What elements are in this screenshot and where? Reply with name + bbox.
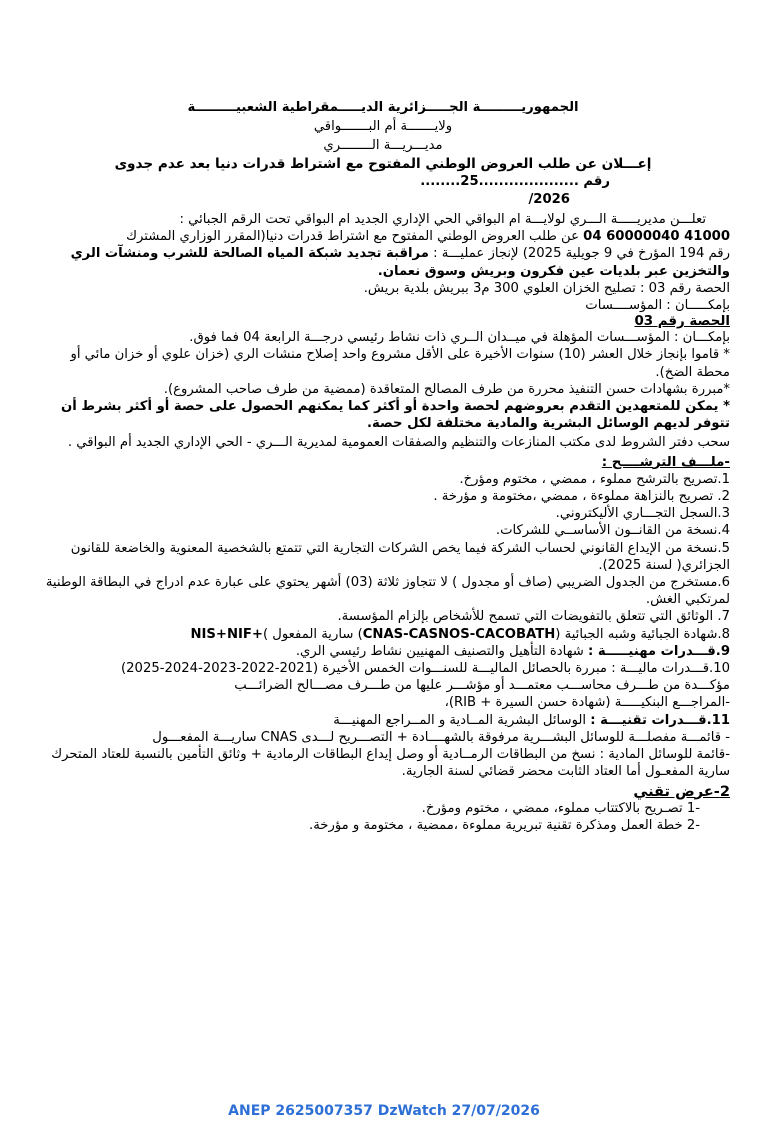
notice-title: إعـــلان عن طلب العروض الوطني المفتوح مع اشتراط قدرات دنيا بعد عدم جدوى bbox=[114, 156, 652, 172]
dossier-item-11d: -قائمة للوسائل المادية : نسخ من البطاقات الرمــادية أو وصل إيداع البطاقات الرمادية + وثائق التأمين بالنسبة للعتاد المتحرك سارية المفعـول أما العتاد الثابت محضر قضائي لسنة الجارية. bbox=[51, 747, 730, 780]
republic-name: الجمهوريـــــــــة الجـــــزائرية الديـــــمقراطية الشعبيـــــــــة bbox=[187, 100, 579, 115]
technical-heading: 2-عرض تقني bbox=[633, 782, 730, 800]
intro-text-1: تعلـــن مديريـــــة الـــري لولايـــة ام البواقي الحي الإداري الجديد ام البواقي تحت الرقم الجبائي : bbox=[179, 212, 706, 227]
intro-text-2 bbox=[36, 228, 730, 245]
eligibility-4: * يمكن للمتعهدين التقدم بعروضهم لحصة واحدة أو أكثر كما يمكنهم الحصول على حصة أو أكثر بشرط أن تتوفر لديهم الوسائل البشرية والمادية مختلفة لكل حصة. bbox=[60, 399, 730, 432]
document-header bbox=[36, 98, 730, 155]
dossier-item: 1.تصريح بالترشح مملوء ، ممضي ، مختوم ومؤرخ. bbox=[459, 471, 730, 487]
intro-text-3a: رقم 194 المؤرخ في 9 جويلية 2025) لإنجاز عمليـــة : bbox=[433, 246, 730, 262]
technical-item: -2 خطة العمل ومذكرة تقنية تبريرية مملوءة ،ممضية ، مختومة و مؤرخة. bbox=[309, 817, 700, 833]
dossier-item-10c: -المراجـــع البنكيـــــة (شهادة حسن السيرة + RIB)، bbox=[444, 695, 730, 711]
intro-text-3 bbox=[36, 245, 730, 262]
footer-reference: ANEP 2625007357 DzWatch 27/07/2026 bbox=[228, 1103, 540, 1119]
dossier-item-9 bbox=[36, 643, 730, 660]
directorate-name: مديـــريـــة الــــــــري bbox=[323, 138, 443, 153]
eligibility-2: * قاموا بإنجاز خلال العشر (10) سنوات الأخيرة على الأقل مشروع واحد إصلاح منشات الري (خزان علوي أو خزان مائي أو محطة الضخ). bbox=[70, 347, 730, 380]
intro-text-4: والتخزين عبر بلديات عين فكرون وبريش وسوق نعمان. bbox=[377, 263, 730, 279]
eligible-label: بإمكـــــان : المؤســــسات bbox=[585, 298, 730, 314]
dossier-item-10: 10.قـــدرات ماليـــة : مبررة بالحصائل الماليـــة للسنـــوات الخمس الأخيرة (2021-2022-2023-2024-2025) bbox=[121, 661, 730, 677]
eligibility-3: *مبررة بشهادات حسن التنفيذ محررة من طرف المصالح المتعاقدة (ممضية من طرف صاحب المشروع). bbox=[163, 381, 730, 397]
item8-part-a: 8.شهادة الجبائية وشبه الجبائية ( bbox=[555, 626, 730, 642]
dossier-heading: -ملـــف الترشــــح : bbox=[601, 454, 730, 470]
dossier-item: 3.السجل التجـــاري الأليكتروني. bbox=[555, 506, 730, 522]
item8-agencies: CNAS-CASNOS-CACOBATH bbox=[362, 626, 556, 642]
dossier-item: 2. تصريح بالنزاهة مملوءة ، ممضي ،مختومة و مؤرخة . bbox=[433, 489, 730, 505]
lot-description: الحصة رقم 03 : تصليح الخزان العلوي 300 م3 ببريش بلدية بريش. bbox=[363, 280, 730, 296]
technical-item: -1 تصـريح بالاكتتاب مملوء، ممضي ، مختوم ومؤرخ. bbox=[421, 800, 700, 816]
dossier-item-8 bbox=[36, 626, 730, 643]
item8-ids: NIS+NIF+ bbox=[190, 626, 263, 642]
withdraw-spec: سحب دفتر الشروط لدى مكتب المنازعات والتنظيم والصفقات العمومية لمديرية الـــري - الحي الإداري الجديد أم البواقي . bbox=[67, 435, 730, 451]
dossier-item: 4.نسخة من القانــون الأساســي للشركات. bbox=[495, 523, 730, 539]
item8-part-c: ) سارية المفعول ) bbox=[262, 626, 363, 642]
notice-year: 2026/ bbox=[528, 192, 570, 207]
item9-text: شهادة التأهيل والتصنيف المهنيين نشاط رئيسي الري. bbox=[295, 643, 584, 659]
dossier-item: 6.مستخرج من الجدول الضريبي (صاف أو مجدول ) لا تتجاوز ثلاثة (03) أشهر يحتوي على عبارة عدم ادراج في البطاقة الوطنية لمرتكبي الغش. bbox=[45, 575, 730, 608]
announcement-document bbox=[36, 98, 730, 834]
lot-heading: الحصة رقم 03 bbox=[634, 314, 730, 330]
item11-text: الوسائل البشرية المــادية و المــراجع المهنيـــة bbox=[333, 712, 587, 728]
intro-text-2-rest: عن طلب العروض الوطني المفتوح مع اشتراط قدرات دنيا(المقرر الوزاري المشترك bbox=[126, 229, 579, 245]
item11-label: 11.قـــدرات تقنيـــة : bbox=[590, 712, 730, 728]
dossier-item: 5.نسخة من الإيداع القانوني لحساب الشركة فيما يخص الشركات التجارية التي تتمتع بالشخصية المعنوية والخاضعة للقانون الجزائري( لسنة 2025). bbox=[70, 540, 730, 573]
wilaya-name: ولايـــــــة أم البـــــــواقي bbox=[313, 119, 453, 134]
dossier-item-11c: - قائمـــة مفصلـــة للوسائل البشـــرية مرفوقة بالشهــــادة + التصـــريح لـــدى CNAS ساريـــة المفعـــول bbox=[152, 729, 730, 745]
dossier-item-10b: مؤكـــدة من طـــرف محاســـب معتمـــد أو مؤشـــر عليها من طـــرف مصـــالح الضرائـــب bbox=[234, 678, 730, 694]
tax-id: 04 60000040 41000 bbox=[583, 229, 730, 245]
item9-label: 9.قـــدرات مهنيـــــة : bbox=[588, 643, 730, 659]
notice-number: رقم ....................25........ bbox=[420, 174, 610, 189]
dossier-item: 7. الوثائق التي تتعلق بالتفويضات التي تسمح للأشخاص بإلزام المؤسسة. bbox=[337, 609, 730, 625]
operation-name: مراقبة تجديد شبكة المياه الصالحة للشرب ومنشآت الري bbox=[70, 246, 429, 262]
dossier-item-11 bbox=[36, 712, 730, 729]
eligibility-1: بإمكـــان : المؤســـسات المؤهلة في ميــدان الــري ذات نشاط رئيسي درجـــة الرابعة 04 فما فوق. bbox=[189, 330, 730, 346]
